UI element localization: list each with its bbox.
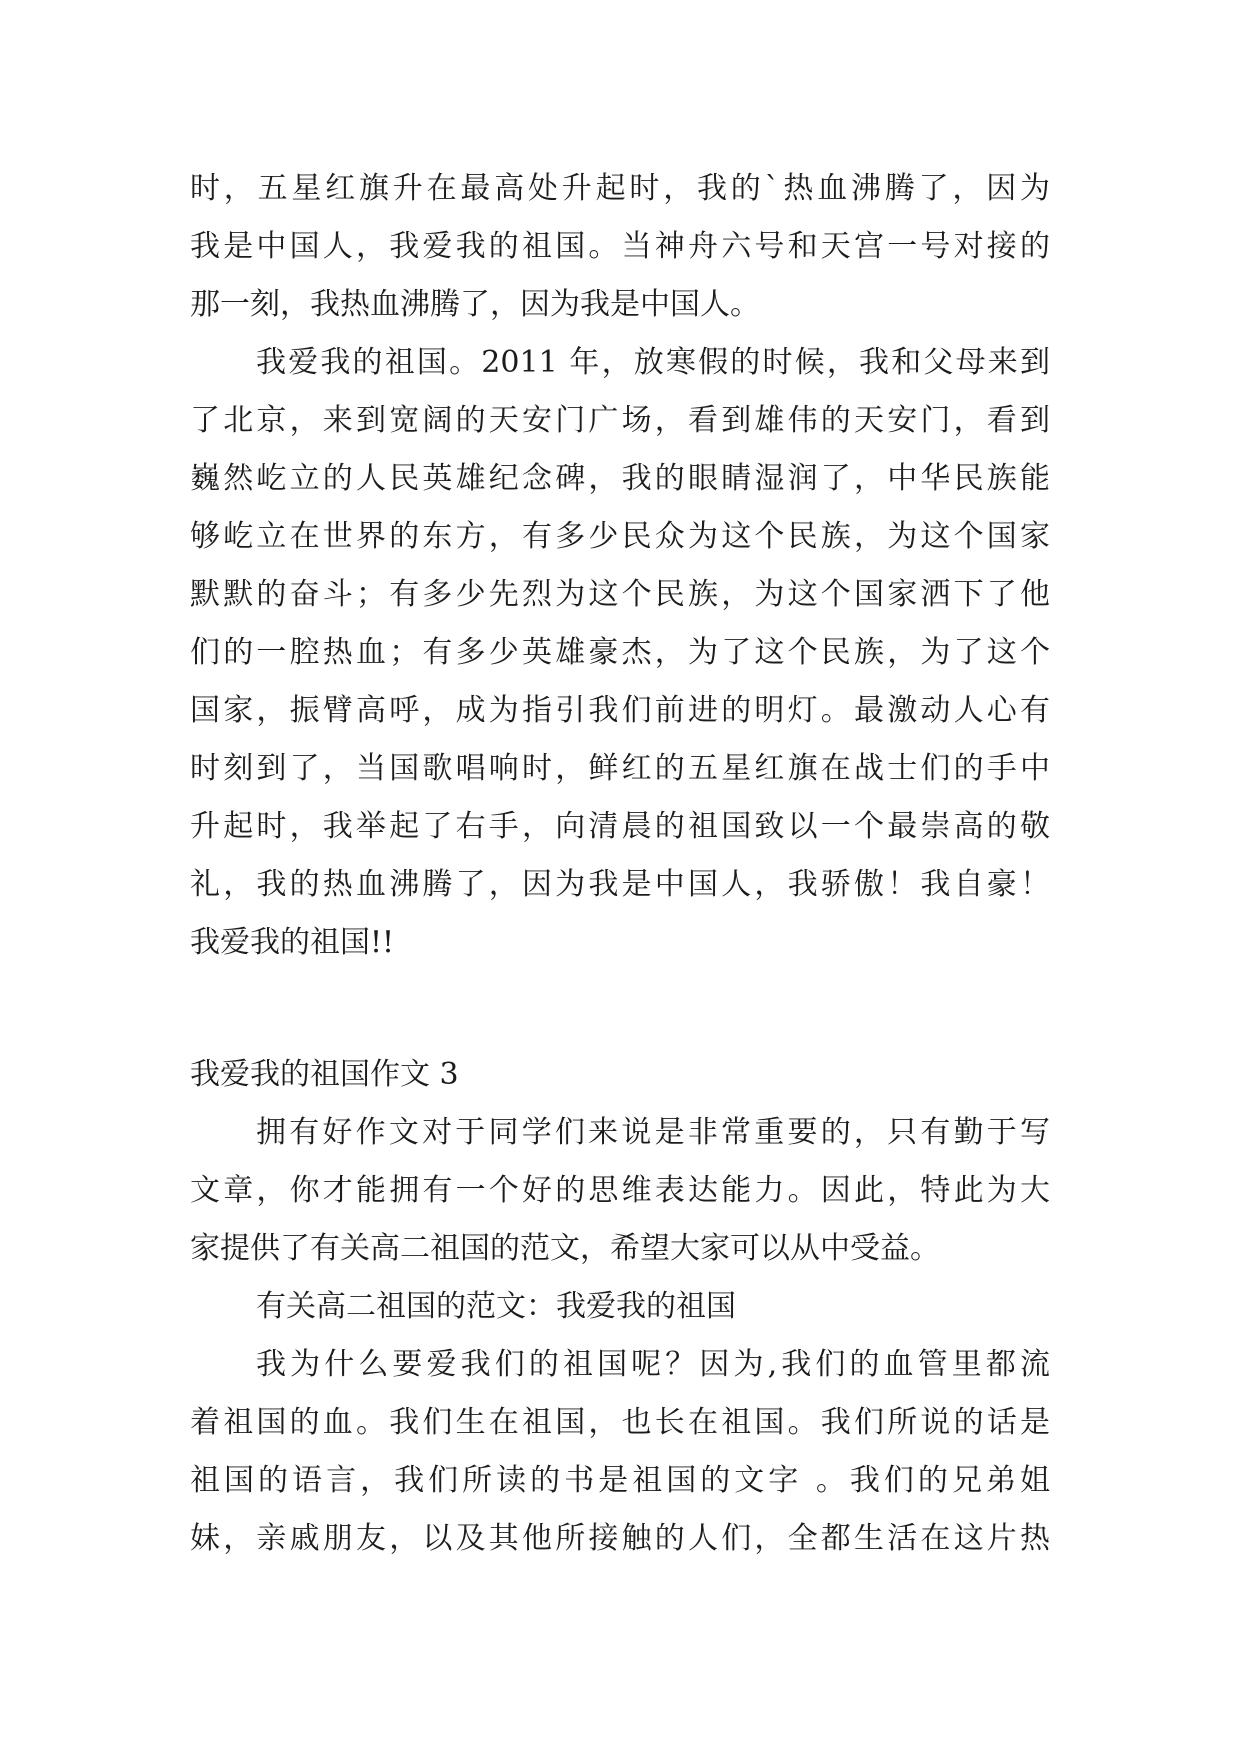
text-line: 时，五星红旗升在最高处升起时，我的`热血沸腾了，因为 — [190, 171, 1050, 206]
text-line: 礼，我的热血沸腾了，因为我是中国人，我骄傲！我自豪！ — [190, 867, 1050, 902]
text-line: 了北京，来到宽阔的天安门广场，看到雄伟的天安门，看到 — [190, 403, 1050, 438]
text-line: 我爱我的祖国!! — [190, 925, 395, 960]
text-line: 着祖国的血。我们生在祖国，也长在祖国。我们所说的话是 — [190, 1405, 1050, 1440]
paragraph — [190, 1104, 1050, 1278]
text-line: 们的一腔热血；有多少英雄豪杰，为了这个民族，为了这个 — [190, 635, 1050, 670]
text-line: 升起时，我举起了右手，向清晨的祖国致以一个最崇高的敬 — [190, 809, 1050, 844]
document-body — [190, 160, 1050, 1568]
text-line: 我为什么要爱我们的祖国呢？因为,我们的血管里都流 — [256, 1347, 1050, 1382]
text-line: 巍然屹立的人民英雄纪念碑，我的眼睛湿润了，中华民族能 — [190, 461, 1050, 496]
text-line: 我爱我的祖国。2011 年，放寒假的时候，我和父母来到 — [256, 345, 1050, 380]
text-line: 祖国的语言，我们所读的书是祖国的文字 。我们的兄弟姐 — [190, 1463, 1050, 1498]
paragraph — [190, 1336, 1050, 1568]
text-line: 时刻到了，当国歌唱响时，鲜红的五星红旗在战士们的手中 — [190, 751, 1050, 786]
text-line: 那一刻，我热血沸腾了，因为我是中国人。 — [190, 287, 760, 322]
text-line: 国家，振臂高呼，成为指引我们前进的明灯。最激动人心有 — [190, 693, 1050, 728]
text-line: 文章，你才能拥有一个好的思维表达能力。因此，特此为大 — [190, 1173, 1050, 1208]
text-line: 家提供了有关高二祖国的范文，希望大家可以从中受益。 — [190, 1231, 940, 1266]
paragraph — [190, 160, 1050, 334]
text-line: 我是中国人，我爱我的祖国。当神舟六号和天宫一号对接的 — [190, 229, 1050, 264]
text-line: 拥有好作文对于同学们来说是非常重要的，只有勤于写 — [256, 1115, 1050, 1150]
text-line: 妹，亲戚朋友，以及其他所接触的人们，全都生活在这片热 — [190, 1521, 1050, 1556]
section-heading: 我爱我的祖国作文 3 — [190, 1057, 459, 1092]
text-line: 够屹立在世界的东方，有多少民众为这个民族，为这个国家 — [190, 519, 1050, 554]
subtitle: 有关高二祖国的范文：我爱我的祖国 — [256, 1289, 736, 1324]
text-line: 默默的奋斗；有多少先烈为这个民族，为这个国家洒下了他 — [190, 577, 1050, 612]
paragraph — [190, 334, 1050, 972]
section-spacer — [190, 972, 1050, 1046]
